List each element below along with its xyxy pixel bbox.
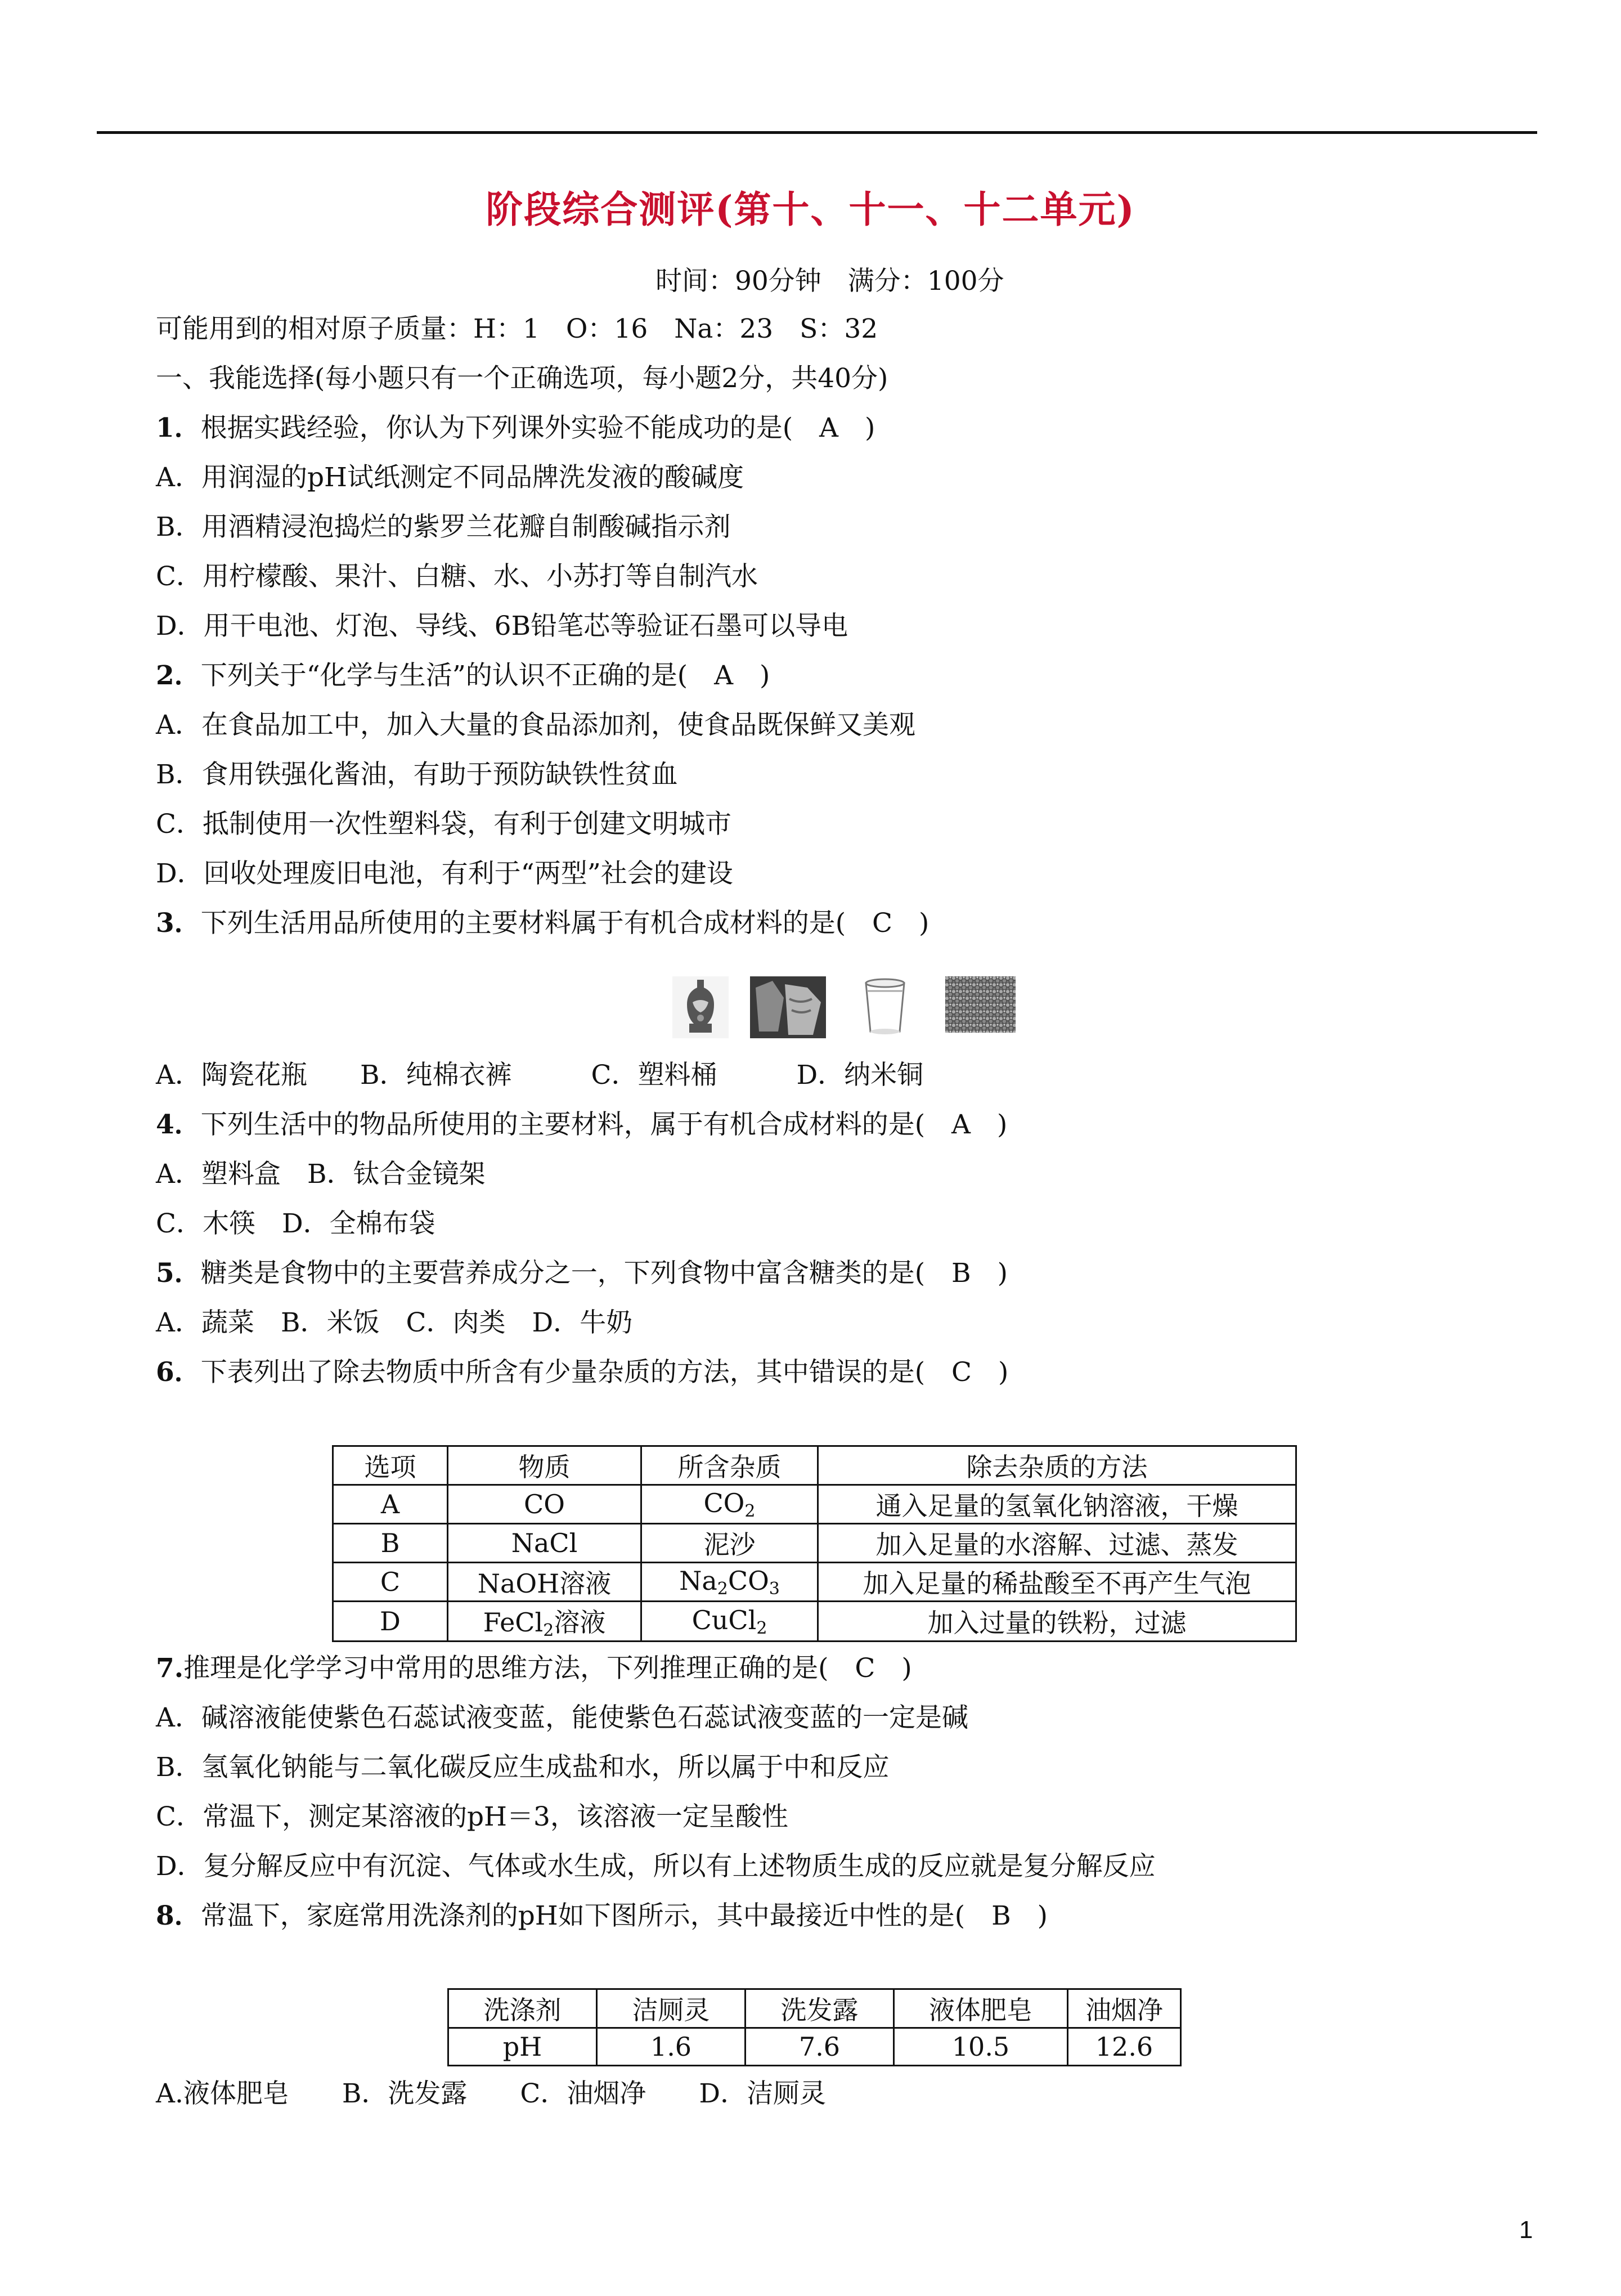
- table-cell: [641, 1602, 818, 1642]
- header-cell: 所含杂质: [641, 1446, 818, 1485]
- q4-options-ab: A．塑料盒 B．钛合金镜架: [156, 1159, 486, 1190]
- question-3: [156, 907, 929, 940]
- header-cell: 油烟净: [1068, 1989, 1181, 2028]
- question-stem: 下列生活中的物品所使用的主要材料，属于有机合成材料的是( A ): [200, 1109, 1008, 1140]
- q5-options: A．蔬菜 B．米饭 C．肉类 D．牛奶: [156, 1307, 633, 1338]
- question-6: [156, 1356, 1008, 1389]
- q1-option-a: A．用润湿的pH试纸测定不同品牌洗发液的酸碱度: [156, 462, 744, 493]
- table-header-row: [333, 1446, 1296, 1485]
- table-cell: 加入过量的铁粉，过滤: [818, 1602, 1296, 1642]
- table-cell: 加入足量的稀盐酸至不再产生气泡: [818, 1563, 1296, 1602]
- formula-text: FeCl: [483, 1607, 544, 1638]
- q3-options: A．陶瓷花瓶 B．纯棉衣裤 C．塑料桶 D．纳米铜: [156, 1060, 924, 1091]
- page-number: 1: [1519, 2216, 1533, 2244]
- impurity-table: [332, 1445, 1297, 1642]
- table-cell: 泥沙: [641, 1524, 818, 1563]
- ceramic-vase-picture: [672, 976, 729, 1038]
- table-row: [448, 2028, 1181, 2066]
- table-row: [333, 1485, 1296, 1524]
- table-cell: A: [333, 1485, 448, 1524]
- table-cell: NaCl: [448, 1524, 641, 1563]
- time-line: 时间：90分钟 满分：100分: [655, 266, 1004, 297]
- header-cell: 洁厕灵: [597, 1989, 746, 2028]
- table-cell: 通入足量的氢氧化钠溶液，干燥: [818, 1485, 1296, 1524]
- q1-option-c: C．用柠檬酸、果汁、白糖、水、小苏打等自制汽水: [156, 561, 758, 592]
- table-header-row: [448, 1989, 1181, 2028]
- formula-text: Na: [679, 1565, 717, 1596]
- question-number: 7.: [156, 1653, 184, 1684]
- q1-option-b: B．用酒精浸泡捣烂的紫罗兰花瓣自制酸碱指示剂: [156, 512, 731, 542]
- question-number: 5．: [156, 1258, 201, 1289]
- question-4: [156, 1108, 1007, 1142]
- q7-option-d: D．复分解反应中有沉淀、气体或水生成，所以有上述物质生成的反应就是复分解反应: [156, 1851, 1156, 1882]
- question-stem: 下表列出了除去物质中所含有少量杂质的方法，其中错误的是( C ): [200, 1357, 1009, 1388]
- question-stem: 下列生活用品所使用的主要材料属于有机合成材料的是( C ): [200, 908, 930, 939]
- question-number: 8．: [156, 1900, 201, 1931]
- header-cell: 除去杂质的方法: [818, 1446, 1296, 1485]
- table-cell: B: [333, 1524, 448, 1563]
- atomic-mass-line: 可能用到的相对原子质量：H：1 O：16 Na：23 S：32: [156, 313, 878, 344]
- plastic-bucket-picture: [863, 976, 908, 1038]
- q2-option-b: B．食用铁强化酱油，有助于预防缺铁性贫血: [156, 759, 678, 790]
- header-cell: 物质: [448, 1446, 641, 1485]
- section-1-heading: 一、我能选择(每小题只有一个正确选项，每小题2分，共40分): [156, 363, 888, 394]
- question-stem: 推理是化学学习中常用的思维方法，下列推理正确的是( C ): [183, 1653, 912, 1684]
- question-stem: 根据实践经验，你认为下列课外实验不能成功的是( A ): [200, 412, 875, 443]
- q1-option-d: D．用干电池、灯泡、导线、6B铅笔芯等验证石墨可以导电: [156, 611, 848, 642]
- question-7: [156, 1652, 912, 1685]
- cotton-clothes-picture: [750, 976, 826, 1038]
- q2-option-a: A．在食品加工中，加入大量的食品添加剂，使食品既保鲜又美观: [156, 710, 915, 741]
- q7-option-a: A．碱溶液能使紫色石蕊试液变蓝，能使紫色石蕊试液变蓝的一定是碱: [156, 1702, 968, 1733]
- table-row: [333, 1524, 1296, 1563]
- question-number: 4．: [156, 1109, 201, 1140]
- header-cell: 液体肥皂: [894, 1989, 1068, 2028]
- table-row: [333, 1563, 1296, 1602]
- question-5: [156, 1257, 1008, 1290]
- table-cell: D: [333, 1602, 448, 1642]
- ph-table: [447, 1988, 1182, 2066]
- question-stem: 下列关于“化学与生活”的认识不正确的是( A ): [200, 660, 770, 691]
- header-cell: 选项: [333, 1446, 448, 1485]
- question-number: 2．: [156, 660, 201, 691]
- table-cell: 加入足量的水溶解、过滤、蒸发: [818, 1524, 1296, 1563]
- formula-text: CO: [728, 1565, 769, 1596]
- formula-text: CuCl: [691, 1604, 757, 1635]
- table-cell: C: [333, 1563, 448, 1602]
- page-title: 阶段综合测评(第十、十一、十二单元): [486, 187, 1135, 231]
- formula-subscript: 2: [543, 1621, 554, 1640]
- table-cell: [641, 1485, 818, 1524]
- question-number: 3．: [156, 908, 201, 939]
- formula-subscript: 3: [769, 1578, 780, 1599]
- header-cell: 洗涤剂: [448, 1989, 597, 2028]
- question-1: [156, 411, 875, 445]
- formula-subscript: 2: [756, 1618, 767, 1638]
- table-cell: 10.5: [894, 2028, 1068, 2066]
- table-cell: NaOH溶液: [448, 1563, 641, 1602]
- question-2: [156, 659, 770, 693]
- header-cell: 洗发露: [746, 1989, 894, 2028]
- table-cell: pH: [448, 2028, 597, 2066]
- q8-options: A.液体肥皂 B．洗发露 C．油烟净 D．洁厕灵: [156, 2078, 827, 2109]
- table-row: [333, 1602, 1296, 1642]
- q2-option-c: C．抵制使用一次性塑料袋，有利于创建文明城市: [156, 809, 731, 840]
- question-stem: 糖类是食物中的主要营养成分之一，下列食物中富含糖类的是( B ): [200, 1258, 1008, 1289]
- table-cell: [641, 1563, 818, 1602]
- formula-text: CO: [703, 1487, 745, 1518]
- formula-subscript: 2: [717, 1578, 728, 1599]
- nano-copper-picture: [945, 976, 1016, 1033]
- formula-text: 溶液: [554, 1607, 606, 1638]
- table-cell: 1.6: [597, 2028, 746, 2066]
- q7-option-c: C．常温下，测定某溶液的pH＝3，该溶液一定呈酸性: [156, 1801, 788, 1832]
- q4-options-cd: C．木筷 D．全棉布袋: [156, 1208, 435, 1239]
- table-cell: 7.6: [746, 2028, 894, 2066]
- question-number: 1．: [156, 412, 201, 443]
- question-stem: 常温下，家庭常用洗涤剂的pH如下图所示，其中最接近中性的是( B ): [200, 1900, 1048, 1931]
- header-rule: [97, 131, 1537, 134]
- table-cell: CO: [448, 1485, 641, 1524]
- question-number: 6．: [156, 1357, 201, 1388]
- q2-option-d: D．回收处理废旧电池，有利于“两型”社会的建设: [156, 858, 733, 889]
- table-cell: [448, 1602, 641, 1642]
- question-8: [156, 1899, 1048, 1933]
- formula-subscript: 2: [744, 1501, 756, 1521]
- q7-option-b: B．氢氧化钠能与二氧化碳反应生成盐和水，所以属于中和反应: [156, 1752, 890, 1783]
- table-cell: 12.6: [1068, 2028, 1181, 2066]
